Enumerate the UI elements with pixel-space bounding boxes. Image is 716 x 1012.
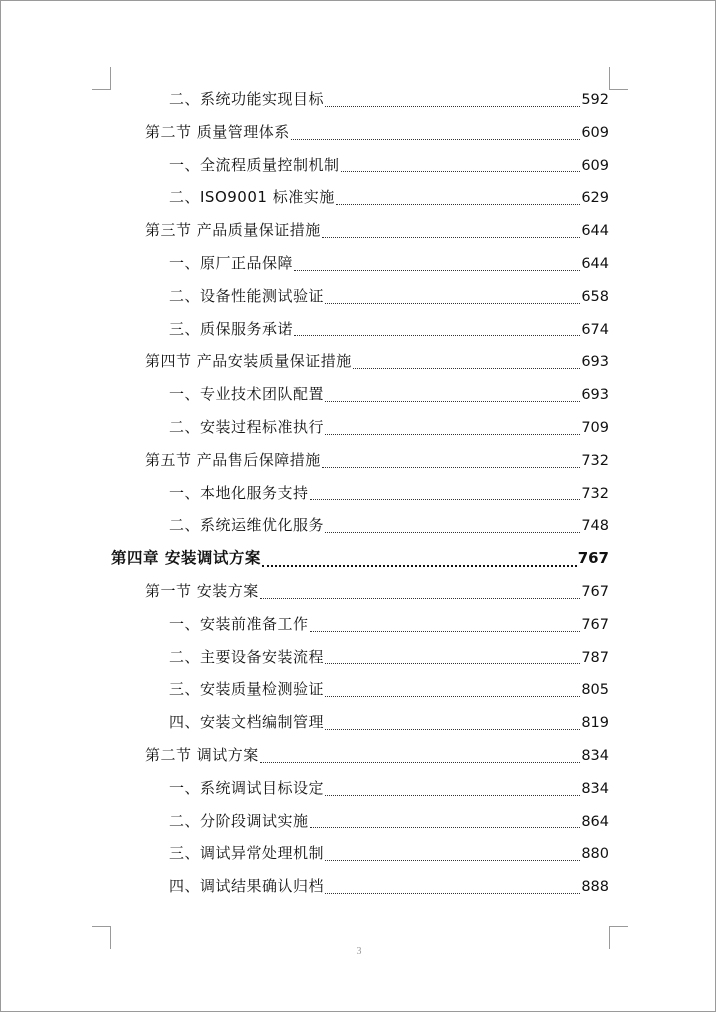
toc-entry-page-number: 732 — [581, 485, 609, 502]
toc-entry-subsection[interactable] — [1, 509, 609, 542]
toc-entry-subsection[interactable] — [1, 870, 609, 903]
toc-entry-page-number: 644 — [581, 255, 609, 272]
toc-entry-page-number: 834 — [581, 747, 609, 764]
toc-entry-title: 第五节 产品售后保障措施 — [145, 450, 321, 469]
toc-dot-leader — [310, 827, 581, 828]
toc-entry-subsection[interactable] — [1, 83, 609, 116]
toc-dot-leader — [322, 467, 581, 468]
toc-entry-title: 一、安装前准备工作 — [169, 614, 309, 633]
toc-entry-subsection[interactable] — [1, 378, 609, 411]
toc-entry-chapter[interactable] — [1, 542, 609, 575]
toc-entry-page-number: 767 — [581, 616, 609, 633]
toc-entry-subsection[interactable] — [1, 673, 609, 706]
toc-entry-page-number: 592 — [581, 92, 609, 108]
toc-entry-subsection[interactable] — [1, 805, 609, 838]
toc-entry-title: 二、系统运维优化服务 — [169, 516, 325, 535]
toc-entry-page-number: 767 — [577, 549, 609, 568]
toc-dot-leader — [325, 106, 580, 107]
toc-entry-section[interactable] — [1, 214, 609, 247]
toc-dot-leader — [322, 237, 581, 238]
toc-dot-leader — [325, 434, 580, 435]
toc-entry-title: 二、分阶段调试实施 — [169, 811, 309, 830]
toc-entry-title: 三、调试异常处理机制 — [169, 844, 325, 863]
toc-entry-subsection[interactable] — [1, 477, 609, 510]
toc-entry-page-number: 693 — [581, 354, 609, 371]
toc-entry-subsection[interactable] — [1, 411, 609, 444]
toc-entry-page-number: 629 — [581, 190, 609, 207]
toc-entry-title: 二、安装过程标准执行 — [169, 417, 325, 436]
toc-dot-leader — [341, 171, 581, 172]
toc-entry-page-number: 609 — [581, 124, 609, 141]
toc-entry-page-number: 767 — [581, 583, 609, 600]
toc-entry-page-number: 644 — [581, 223, 609, 240]
toc-entry-title: 一、专业技术团队配置 — [169, 385, 325, 404]
toc-entry-page-number: 674 — [581, 321, 609, 338]
toc-entry-subsection[interactable] — [1, 280, 609, 313]
toc-entry-page-number: 658 — [581, 288, 609, 305]
toc-entry-title: 一、原厂正品保障 — [169, 253, 294, 272]
toc-entry-page-number: 880 — [581, 846, 609, 863]
toc-entry-title: 第二节 调试方案 — [145, 745, 259, 764]
toc-entry-title: 第三节 产品质量保证措施 — [145, 221, 321, 240]
toc-entry-title: 四、调试结果确认归档 — [169, 877, 325, 896]
toc-entry-title: 第二节 质量管理体系 — [145, 122, 290, 141]
toc-entry-page-number: 748 — [581, 518, 609, 535]
toc-dot-leader — [262, 565, 577, 567]
toc-dot-leader — [260, 598, 581, 599]
toc-entry-page-number: 787 — [581, 649, 609, 666]
toc-entry-page-number: 709 — [581, 419, 609, 436]
toc-entry-title: 第四章 安装调试方案 — [111, 549, 261, 568]
toc-entry-subsection[interactable] — [1, 608, 609, 641]
toc-entry-section[interactable] — [1, 116, 609, 149]
toc-entry-page-number: 819 — [581, 715, 609, 732]
toc-dot-leader — [325, 696, 580, 697]
toc-entry-subsection[interactable] — [1, 149, 609, 182]
toc-entry-title: 一、系统调试目标设定 — [169, 778, 325, 797]
toc-dot-leader — [325, 893, 580, 894]
toc-dot-leader — [325, 860, 580, 861]
toc-entry-title: 三、质保服务承诺 — [169, 319, 294, 338]
toc-entry-section[interactable] — [1, 575, 609, 608]
toc-dot-leader — [353, 368, 581, 369]
toc-dot-leader — [294, 335, 580, 336]
toc-entry-subsection[interactable] — [1, 837, 609, 870]
toc-entry-title: 四、安装文档编制管理 — [169, 713, 325, 732]
toc-dot-leader — [336, 204, 581, 205]
toc-entry-page-number: 693 — [581, 387, 609, 404]
toc-dot-leader — [260, 762, 581, 763]
toc-dot-leader — [325, 729, 580, 730]
toc-entry-section[interactable] — [1, 444, 609, 477]
toc-dot-leader — [325, 303, 580, 304]
toc-dot-leader — [291, 139, 581, 140]
toc-entry-title: 第一节 安装方案 — [145, 581, 259, 600]
toc-entry-page-number: 888 — [581, 879, 609, 896]
toc-entry-title: 一、本地化服务支持 — [169, 483, 309, 502]
toc-entry-page-number: 609 — [581, 157, 609, 174]
toc-entry-subsection[interactable] — [1, 772, 609, 805]
toc-entry-title: 二、设备性能测试验证 — [169, 286, 325, 305]
toc-entry-title: 第四节 产品安装质量保证措施 — [145, 352, 352, 371]
toc-entry-page-number: 805 — [581, 682, 609, 699]
toc-dot-leader — [325, 795, 580, 796]
toc-entry-subsection[interactable] — [1, 641, 609, 674]
toc-entry-subsection[interactable] — [1, 247, 609, 280]
toc-dot-leader — [325, 663, 580, 664]
toc-entry-title: 二、ISO9001 标准实施 — [169, 188, 335, 207]
toc-entry-subsection[interactable] — [1, 181, 609, 214]
toc-dot-leader — [294, 270, 580, 271]
toc-entry-page-number: 834 — [581, 780, 609, 797]
toc-entry-title: 一、全流程质量控制机制 — [169, 155, 340, 174]
toc-dot-leader — [310, 631, 581, 632]
table-of-contents — [1, 83, 716, 903]
toc-entry-section[interactable] — [1, 739, 609, 772]
page-number: 3 — [356, 946, 362, 957]
toc-entry-subsection[interactable] — [1, 706, 609, 739]
toc-entry-page-number: 732 — [581, 452, 609, 469]
toc-entry-title: 二、系统功能实现目标 — [169, 90, 325, 108]
toc-entry-title: 三、安装质量检测验证 — [169, 680, 325, 699]
toc-entry-title: 二、主要设备安装流程 — [169, 647, 325, 666]
toc-entry-page-number: 864 — [581, 813, 609, 830]
toc-dot-leader — [310, 499, 581, 500]
toc-dot-leader — [325, 401, 580, 402]
toc-dot-leader — [325, 532, 580, 533]
toc-entry-subsection[interactable] — [1, 313, 609, 346]
toc-entry-section[interactable] — [1, 345, 609, 378]
